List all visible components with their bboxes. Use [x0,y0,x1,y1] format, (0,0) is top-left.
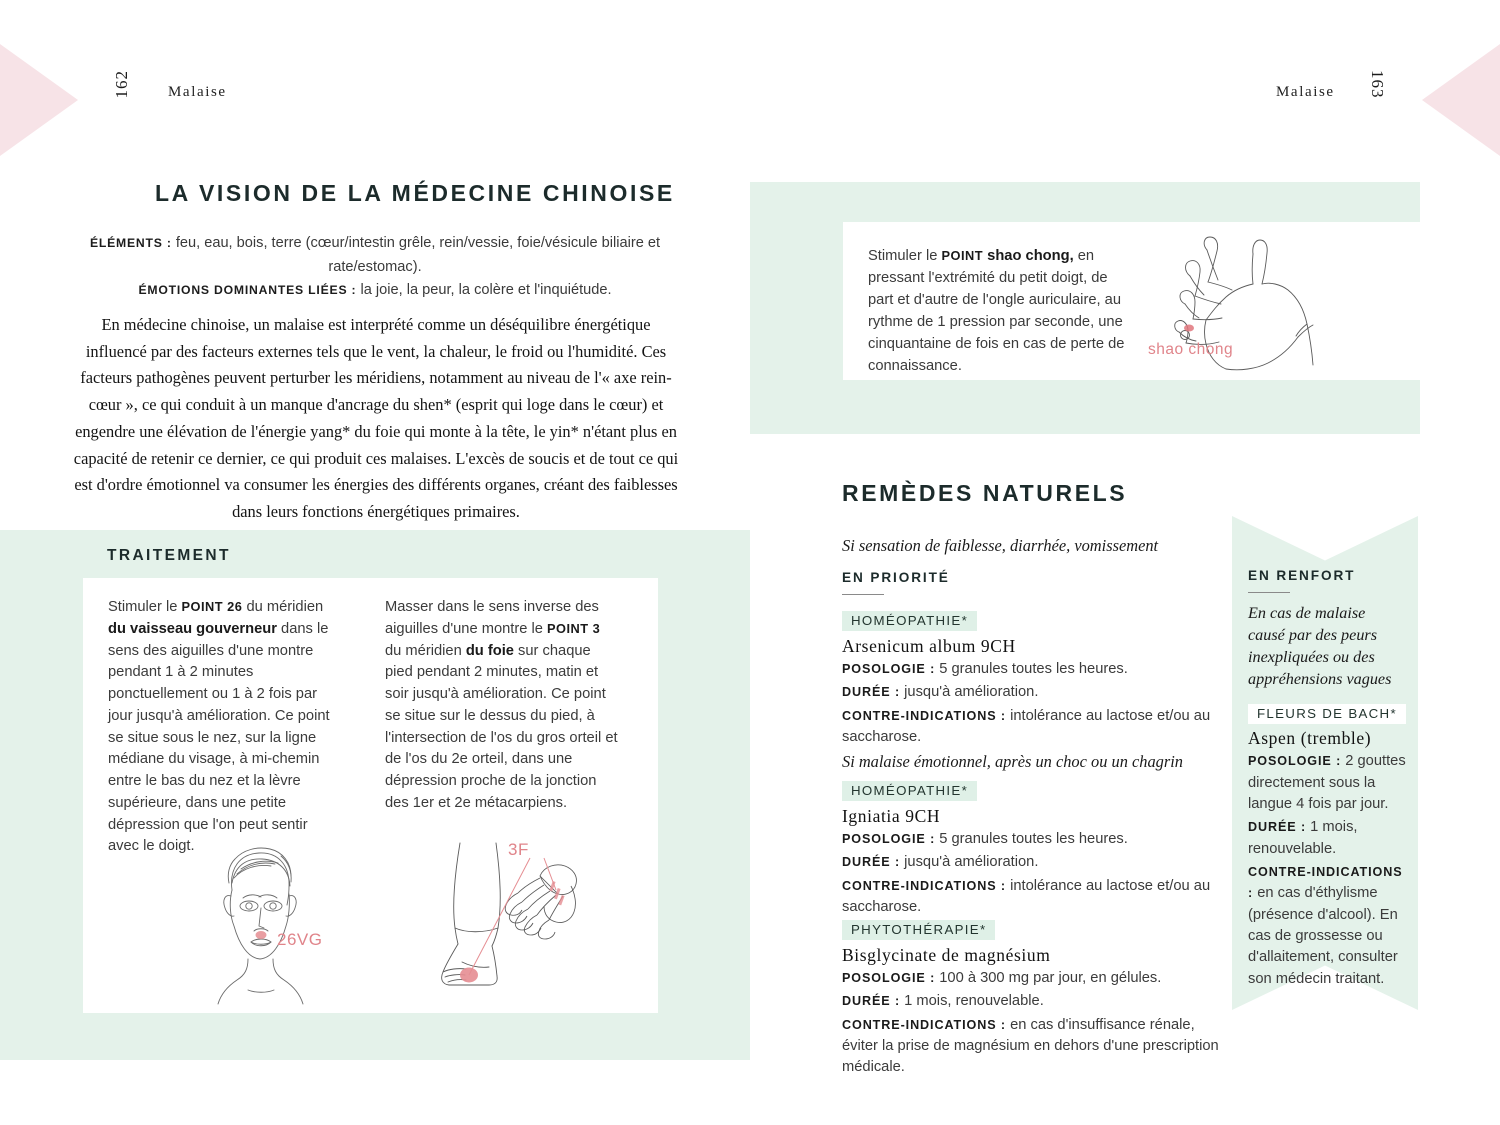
treat1-t2: du méridien [242,599,324,615]
elements-label: ÉLÉMENTS : [89,236,172,250]
section-title-remedes: REMÈDES NATURELS [842,480,1128,506]
remedy-magnesium [842,920,1224,1079]
label-contre-2: CONTRE-INDICATIONS : [842,878,1006,893]
shao-t1: Stimuler le [868,248,942,264]
remedy-3-contre [842,1015,1224,1079]
renfort-remedy-name: Aspen (tremble) [1248,728,1372,749]
emotions-value: la joie, la peur, la colère et l'inquiétude. [360,282,612,299]
treatment-column-2 [385,597,620,815]
foot-point-label: 3F [508,840,529,859]
value-posologie-1: 5 granules toutes les heures. [935,661,1128,677]
elements-value: feu, eau, bois, terre (cœur/intestin grêle, rein/vessie, foie/vésicule biliaire et rate/estomac). [175,235,661,275]
renfort-rule [1248,592,1290,593]
value-contre-1: intolérance au lactose et/ou au saccharose. [842,707,1211,745]
folio-left: 162 [112,70,131,99]
foot-illustration [432,838,602,1008]
tag-homeopathie-2: HOMÉOPATHIE* [842,781,977,801]
value-contre-2: intolérance au lactose et/ou au saccharose. [842,877,1211,915]
label-duree-1: DURÉE : [842,685,901,700]
value-contre-3: en cas d'insuffisance rénale, éviter la prise de magnésium en dehors d'une prescription médicale. [842,1016,1219,1076]
remedy-name-3: Bisglycinate de magnésium [842,945,1051,965]
renfort-contre [1248,862,1406,990]
section-title-traitement: TRAITEMENT [107,547,231,564]
label-contre-3: CONTRE-INDICATIONS : [842,1017,1006,1032]
value-duree-3: 1 mois, renouvelable. [900,993,1044,1010]
treat2-bold: du foie [465,642,514,659]
shao-point: POINT [941,248,984,263]
treat1-t1: Stimuler le [108,599,182,615]
renfort-label-posologie: POSOLOGIE : [1248,754,1342,769]
shao-chong-text [868,245,1130,377]
chevron-decoration-left-icon [0,44,78,156]
remedy-3-posologie [842,968,1224,989]
renfort-value-posologie: 2 gouttes directement sous la langue 4 fois par jour. [1248,753,1406,813]
treatment-column-1 [108,597,340,858]
tag-fleurs-de-bach: FLEURS DE BACH* [1248,704,1406,724]
remedy-3-duree [842,991,1224,1012]
renfort-posologie [1248,751,1406,815]
emotions-label: ÉMOTIONS DOMINANTES LIÉES : [138,283,357,298]
folio-right: 163 [1368,70,1387,99]
shao-chong-point-label: shao chong [1148,341,1234,358]
renfort-value-duree: 1 mois, renouvelable. [1248,819,1358,857]
en-renfort-content [1248,568,1406,990]
treat2-t3: sur chaque pied pendant 2 minutes, matin et soir jusqu'à amélioration. Ce point se situe sur le dessus du pied, à l'intersection de l'os du gros orteil et de l'os du 2e orteil, dans une dépression proche de la jonction des 1er et 2e métacarpiens. [385,642,618,811]
treat1-point: POINT 26 [181,599,243,614]
label-posologie-2: POSOLOGIE : [842,832,936,846]
elements-emotions-intro [80,232,670,303]
remedy-1-contre [842,706,1224,749]
remedy-2-contre [842,876,1224,919]
remedy-1-duree [842,682,1224,703]
value-duree-1: jusqu'à amélioration. [900,684,1039,701]
value-posologie-3: 100 à 300 mg par jour, en gélules. [935,970,1162,986]
value-duree-2: jusqu'à amélioration. [900,854,1039,871]
remedy-2-duree [842,852,1224,873]
chinese-medicine-body-text: En médecine chinoise, un malaise est interprété comme un déséquilibre énergétique influencé par des facteurs externes tels que le vent, la chaleur, le froid ou l'humidité. Ces facteurs pathogènes peuvent perturber les méridiens, notamment au niveau de l'« axe rein-cœur », ce qui conduit à un manque d'ancrage du shen* (esprit qui loge dans le cœur) et engendre une élévation de l'énergie yang* du foie qui monte à la tête, le yin* n'étant plus en capacité de retenir ce dernier, ce qui produit ces malaises. L'excès de soucis et de tout ce qui est d'ordre émotionnel va consumer les énergies des différents organes, créant des faiblesses dans leurs fonctions énergétiques primaires. [73,315,679,522]
face-point-label: 26VG [277,930,323,949]
label-posologie-1: POSOLOGIE : [842,662,936,676]
remedy-arsenicum [842,611,1224,748]
remedy-igniatia [842,781,1224,918]
remedy-name-1: Arsenicum album 9CH [842,636,1016,656]
runhead-right: Malaise [1276,84,1335,100]
renfort-title: EN RENFORT [1248,568,1356,583]
condition-2: Si malaise émotionnel, après un choc ou un chagrin [842,752,1183,771]
treat1-t3: dans le sens des aiguilles d'une montre pendant 1 à 2 minutes ponctuellement ou 1 à 2 fois par jour jusqu'à amélioration. Ce point se situe sous le nez, sur la ligne médiane du visage, à mi-chemin entre le bas du nez et la lèvre supérieure, dans une petite dépression que l'on peut sentir avec le doigt. [108,620,330,855]
shao-bold: shao chong, [983,248,1074,264]
treat1-bold: du vaisseau gouverneur [108,620,277,637]
runhead-left: Malaise [168,84,227,100]
label-contre-1: CONTRE-INDICATIONS : [842,708,1006,723]
label-duree-2: DURÉE : [842,855,901,870]
treat2-point: POINT 3 [547,620,601,636]
treat2-t1: Masser dans le sens inverse des aiguilles d'une montre le [385,599,599,637]
renfort-condition: En cas de malaise causé par des peurs inexpliquées ou des appréhensions vagues [1248,604,1392,688]
subhead-en-priorite: EN PRIORITÉ [842,570,950,585]
label-duree-3: DURÉE : [842,994,901,1009]
value-posologie-2: 5 granules toutes les heures. [935,831,1128,847]
renfort-label-duree: DURÉE : [1248,820,1307,835]
tag-homeopathie-1: HOMÉOPATHIE* [842,611,977,631]
subhead-rule [842,594,884,595]
condition-1: Si sensation de faiblesse, diarrhée, vomissement [842,536,1159,555]
remedy-name-2: Igniatia 9CH [842,806,941,826]
label-posologie-3: POSOLOGIE : [842,971,936,985]
remedy-1-posologie [842,659,1224,680]
renfort-value-contre: en cas d'éthylisme (présence d'alcool). En cas de grossesse ou d'allaitement, consulter son médecin traitant. [1248,885,1398,987]
renfort-duree [1248,817,1406,860]
treat2-t2: du méridien [385,642,466,659]
face-illustration [185,838,335,1013]
tag-phytotherapie: PHYTOTHÉRAPIE* [842,920,995,940]
page-title-vision: LA VISION DE LA MÉDECINE CHINOISE [155,180,675,206]
renfort-label-contre: CONTRE-INDICATIONS : [1248,865,1403,901]
remedy-2-posologie [842,829,1224,850]
chevron-decoration-right-icon [1422,44,1500,156]
shao-t3: en pressant l'extrémité du petit doigt, de part et d'autre de l'ongle auriculaire, au rythme de 1 pression par seconde, une cinquantaine de fois en cas de perte de connaissance. [868,248,1125,375]
